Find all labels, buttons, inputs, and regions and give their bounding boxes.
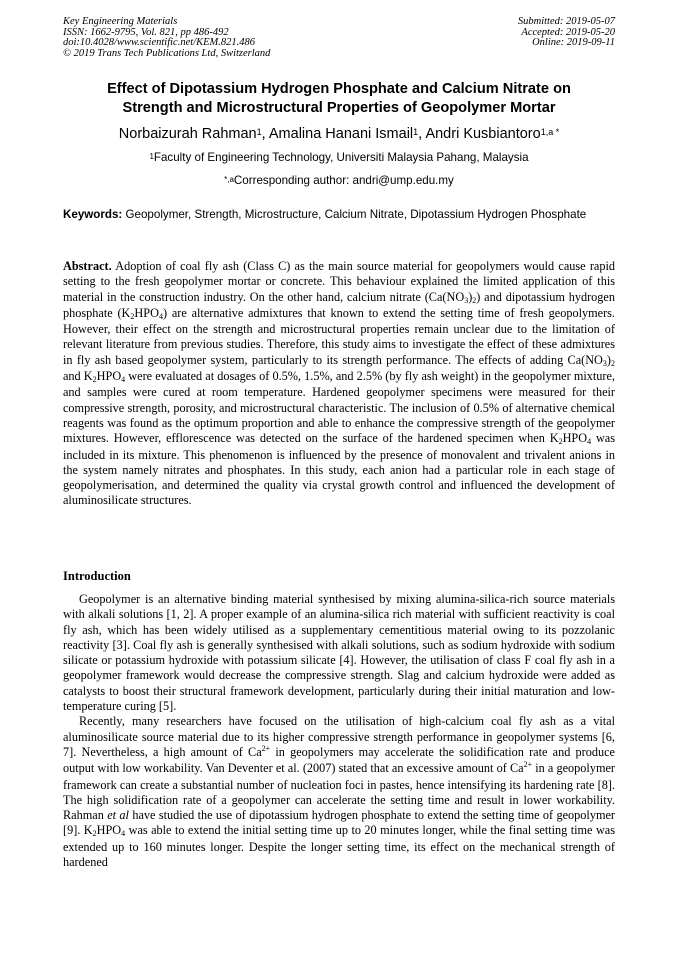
intro-paragraph-1: Geopolymer is an alternative binding material synthesised by mixing alumina-silica-rich source materials with alkali solutions [1, 2]. A proper example of an alumina-silica rich material with sufficient reactivity is coal fly ash, which has been widely utilised as a supplementary cementitious material owing to its pozzolanic reactivity [3]. Coal fly ash is generally synthesised with alkali solutions, such as sodium hydroxide with sodium silicate or potassium hydroxide with potassium silicate [4]. However, the utilisation of class F coal fly ash in a geopolymer framework would decrease the compressive strength. Slag and calcium hydroxide were added as catalysts to boost their structural framework development, particularly during their initial maturation and low-temperature curing [5].: [63, 592, 615, 714]
intro-text: in a geopolymer framework can create a substantial number of nucleation foci in pastes, hence intensifying its hardening rate [8]. The high solidification rate of a geopolymer can accelerate the setting time and result in lower workability. Rahman: [63, 761, 615, 823]
abstract-text: ) and dipotassium hydrogen phosphate (K: [63, 289, 615, 320]
subscript: 2: [92, 829, 97, 839]
title-line-1: Effect of Dipotassium Hydrogen Phosphate and Calcium Nitrate on: [107, 81, 571, 97]
author-1-affil: 1: [256, 127, 262, 137]
subscript: 2: [130, 311, 135, 321]
subscript: 3: [464, 295, 469, 305]
submitted-date: Submitted: 2019-05-07: [517, 16, 615, 27]
subscript: 4: [158, 311, 163, 321]
subscript: 2: [558, 437, 563, 447]
doi: doi:10.4028/www.scientific.net/KEM.821.486: [63, 37, 255, 49]
corresponding-marker: *,a: [224, 175, 234, 184]
keywords-label: Keywords:: [63, 208, 123, 221]
keywords: [63, 207, 615, 222]
copyright: © 2019 Trans Tech Publications Ltd, Switzerland: [63, 47, 271, 59]
intro-text: was able to extend the initial setting time up to 20 minutes longer, while the final setting time was extended up to 160 minutes longer. Despite the longer setting time, its effect on the mechanical strength of hardened: [63, 823, 615, 870]
subscript: 4: [121, 829, 126, 839]
subscript: 2: [611, 358, 615, 368]
abstract-text: HPO: [134, 305, 159, 320]
abstract-text: ) are alternative admixtures that known to extend the setting time of fresh geopolymers. However, their effect on the strength and microstructural properties remain unclear due to the limitation of relevant literature from previous studies. Therefore, this study aims to investigate the effect of these admixtures in fly ash based geopolymer system, particularly to its strength performance. The effects of adding Ca(NO: [63, 305, 615, 367]
section-heading-introduction: Introduction: [63, 569, 131, 583]
abstract-text: HPO: [96, 369, 122, 384]
author-2-affil: 1: [413, 127, 419, 137]
subscript: 4: [587, 437, 592, 447]
affiliation-marker: 1: [149, 152, 154, 161]
keywords-text: Geopolymer, Strength, Microstructure, Calcium Nitrate, Dipotassium Hydrogen Phosphate: [125, 208, 587, 221]
subscript: 3: [602, 358, 607, 368]
abstract-label: Abstract.: [63, 259, 112, 273]
intro-text: have studied the use of dipotassium hydrogen phosphate to extend the setting time of geopolymer [9]. K: [63, 808, 615, 838]
subscript: 2: [472, 295, 477, 305]
abstract-text: ): [606, 352, 611, 367]
title-line-2: Strength and Microstructural Properties of Geopolymer Mortar: [122, 100, 556, 116]
affiliation-text: Faculty of Engineering Technology, Universiti Malaysia Pahang, Malaysia: [153, 151, 529, 164]
intro-text: HPO: [96, 823, 122, 838]
author-2: Amalina Hanani Ismail: [268, 126, 414, 142]
intro-italic: et al: [107, 808, 129, 823]
author-1: Norbaizurah Rahman: [118, 126, 257, 142]
online-date: Online: 2019-09-11: [532, 37, 615, 49]
author-3-affil: 1,a *: [540, 127, 560, 137]
paper-title: [63, 80, 615, 118]
subscript: 4: [121, 375, 126, 385]
corresponding-author: [63, 173, 615, 188]
author-list: Norbaizurah Rahman$^1$, Amalina Hanani Ismail$^1$, Andri Kusbiantoro$^{1,a *}$: [118, 126, 560, 142]
introduction-body: [63, 592, 615, 870]
abstract-text: were evaluated at dosages of 0.5%, 1.5%, and 2.5% (by fly ash weight) in the geopolymer mixture, and samples were cured at room temperature. Hardened geopolymer specimens were measured for their compressive strength, porosity, and microstructural characteristic. The inclusion of 0.5% of alternative chemical reagents was found as the optimum proportion and able to enhance the compressive strength of the geopolymer mixtures. However, efflorescence was detected on the surface of the hardened specimen when K: [63, 369, 615, 446]
intro-text: in geopolymers may accelerate the solidification rate and produce output with low workability. Van Deventer et al. (2007) stated that an excessive amount of Ca: [63, 744, 615, 776]
accepted-date: Accepted: 2019-05-20: [521, 26, 615, 38]
abstract-text: was included in its mixture. This phenomenon is influenced by the presence of monovalent and trivalent anions in the system namely nitrates and phosphates. In this study, each anion had a particular role in each stage of geopolymerisation, and determined the quality via crystal growth control and influenced the development of aluminosilicate structures.: [63, 431, 615, 508]
corresponding-text: Corresponding author: andri@ump.edu.my: [233, 174, 454, 187]
journal-name: Key Engineering Materials: [63, 16, 178, 27]
issn: ISSN: 1662-9795, Vol. 821, pp 486-492: [63, 26, 229, 38]
journal-info: [63, 17, 270, 59]
dates-info: [518, 17, 615, 49]
abstract-text: ): [468, 289, 473, 304]
abstract-text: and K: [63, 369, 93, 384]
affiliation: [63, 150, 615, 165]
subscript: 2: [92, 375, 97, 385]
abstract-text: Adoption of coal fly ash (Class C) as the main source material for geopolymers would cause rapid setting to the fresh geopolymer mortar or concrete. This behaviour explained the limited application of this material in the construction industry. On the other hand, calcium nitrate (Ca(NO: [63, 259, 615, 304]
intro-paragraph-2: [63, 714, 615, 870]
intro-text: Recently, many researchers have focused on the utilisation of high-calcium coal fly ash as a vital aluminosilicate source material due to its higher compressive strength performance in geopolymer systems [6, 7]. Nevertheless, a high amount of Ca: [63, 714, 615, 759]
abstract-text: HPO: [562, 431, 588, 446]
abstract: [63, 259, 615, 509]
superscript: 2+: [261, 743, 271, 753]
superscript: 2+: [523, 760, 533, 770]
author-3: Andri Kusbiantoro: [425, 126, 541, 142]
